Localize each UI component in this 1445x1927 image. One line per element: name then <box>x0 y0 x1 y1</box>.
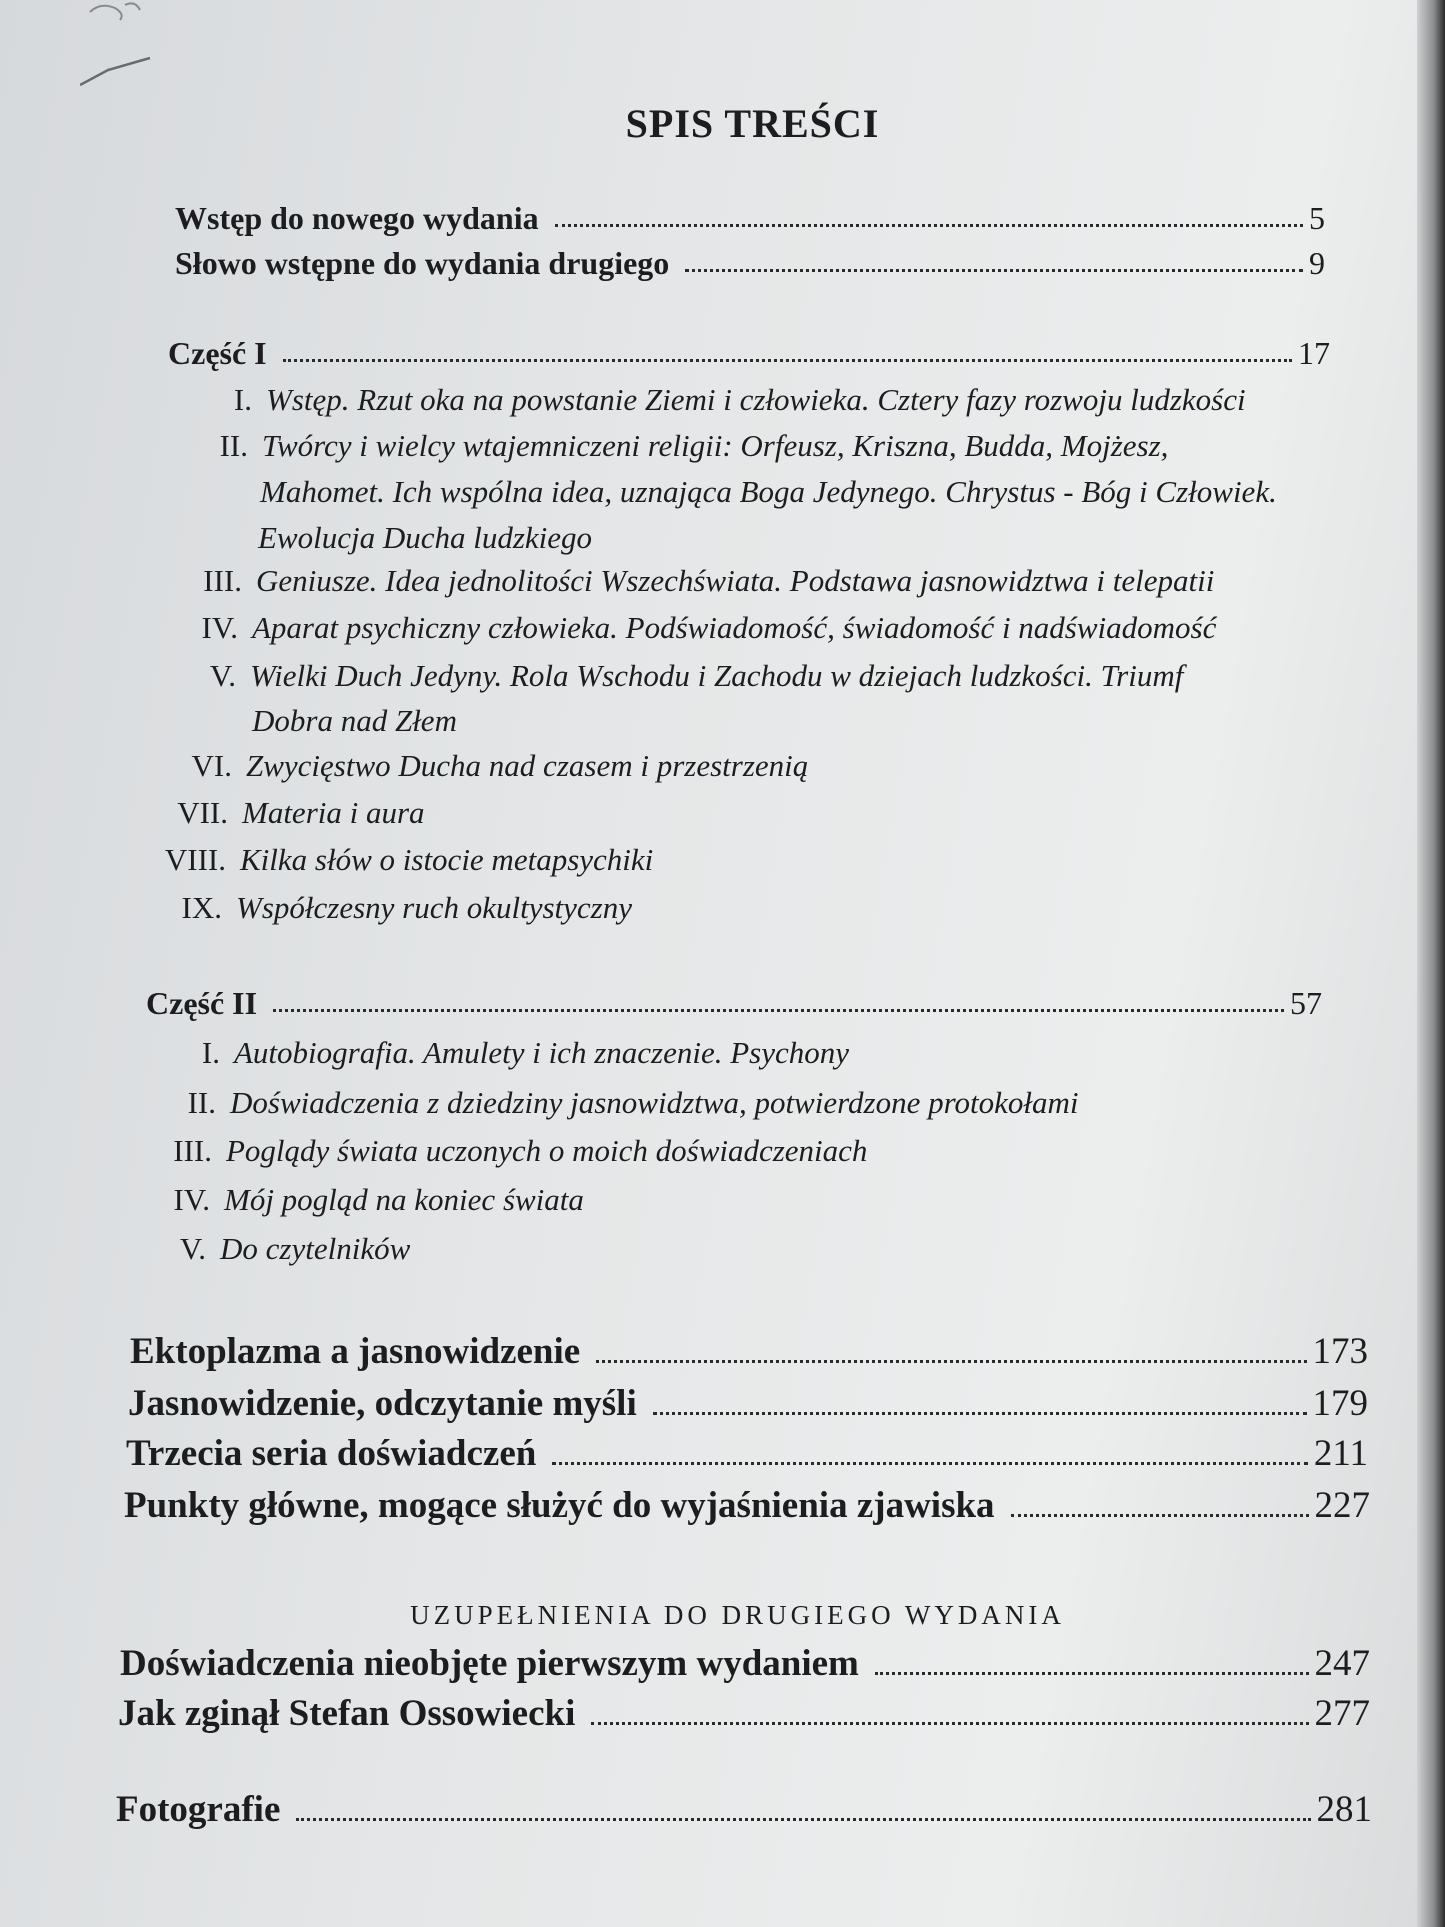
part-heading: Część I 17 <box>168 335 1330 371</box>
chapter-entry: III. Geniusze. Idea jednolitości Wszechświata. Podstawa jasnowidztwa i telepatii <box>203 563 1215 598</box>
chapter-entry: VI. Zwycięstwo Ducha nad czasem i przestrzenią <box>191 748 809 783</box>
leader-dots <box>283 359 1292 362</box>
leader-dots <box>685 269 1303 272</box>
leader-dots <box>552 1462 1308 1465</box>
chapter-continuation: Mahomet. Ich wspólna idea, uznająca Boga Jedynego. Chrystus - Bóg i Człowiek. <box>260 474 1277 509</box>
leader-dots <box>591 1722 1308 1725</box>
chapter-entry: IV. Aparat psychiczny człowieka. Podświadomość, świadomość i nadświadomość <box>201 610 1217 645</box>
toc-entry: Ektoplazma a jasnowidzenie 173 <box>130 1331 1368 1372</box>
page-edge <box>1417 0 1445 1927</box>
chapter-entry: V. Do czytelników <box>179 1231 411 1266</box>
toc-entry: Jasnowidzenie, odczytanie myśli 179 <box>128 1383 1368 1424</box>
chapter-entry: V. Wielki Duch Jedyny. Rola Wschodu i Zachodu w dziejach ludzkości. Triumf <box>209 658 1184 693</box>
leader-dots <box>875 1672 1309 1675</box>
chapter-entry: IX. Współczesny ruch okultystyczny <box>181 890 632 925</box>
part-heading: Część II 57 <box>146 985 1322 1021</box>
chapter-entry: II. Twórcy i wielcy wtajemniczeni religii: Orfeusz, Kriszna, Budda, Mojżesz, <box>219 428 1169 463</box>
chapter-continuation: Dobra nad Złem <box>252 703 457 738</box>
chapter-entry: IV. Mój pogląd na koniec świata <box>173 1182 584 1217</box>
toc-entry: Słowo wstępne do wydania drugiego 9 <box>175 245 1325 281</box>
leader-dots <box>1011 1514 1309 1517</box>
toc-entry: Punkty główne, mogące służyć do wyjaśnienia zjawiska 227 <box>124 1485 1370 1526</box>
page-title: SPIS TREŚCI <box>625 101 880 146</box>
toc-entry: Trzecia seria doświadczeń 211 <box>126 1433 1368 1474</box>
leader-dots <box>555 224 1303 227</box>
chapter-entry: I. Autobiografia. Amulety i ich znaczenie. Psychony <box>201 1035 849 1070</box>
leader-dots <box>296 1818 1310 1821</box>
leader-dots <box>273 1009 1284 1012</box>
chapter-entry: II. Doświadczenia z dziedziny jasnowidztwa, potwierdzone protokołami <box>187 1085 1079 1120</box>
chapter-continuation: Ewolucja Ducha ludzkiego <box>258 520 593 555</box>
leader-dots <box>653 1412 1307 1415</box>
chapter-entry: VII. Materia i aura <box>177 795 425 830</box>
chapter-entry: III. Poglądy świata uczonych o moich doświadczeniach <box>173 1133 868 1168</box>
toc-entry: Wstęp do nowego wydania 5 <box>175 200 1325 236</box>
supplement-heading: UZUPEŁNIENIA DO DRUGIEGO WYDANIA <box>410 1600 1065 1630</box>
toc-entry: Jak zginął Stefan Ossowiecki 277 <box>118 1693 1370 1734</box>
pencil-mark-icon <box>80 0 200 95</box>
toc-entry: Doświadczenia nieobjęte pierwszym wydaniem 247 <box>120 1643 1370 1684</box>
chapter-entry: I. Wstęp. Rzut oka na powstanie Ziemi i człowieka. Cztery fazy rozwoju ludzkości <box>233 382 1246 417</box>
leader-dots <box>596 1360 1306 1363</box>
toc-entry: Fotografie 281 <box>116 1789 1372 1830</box>
chapter-entry: VIII. Kilka słów o istocie metapsychiki <box>164 842 654 877</box>
